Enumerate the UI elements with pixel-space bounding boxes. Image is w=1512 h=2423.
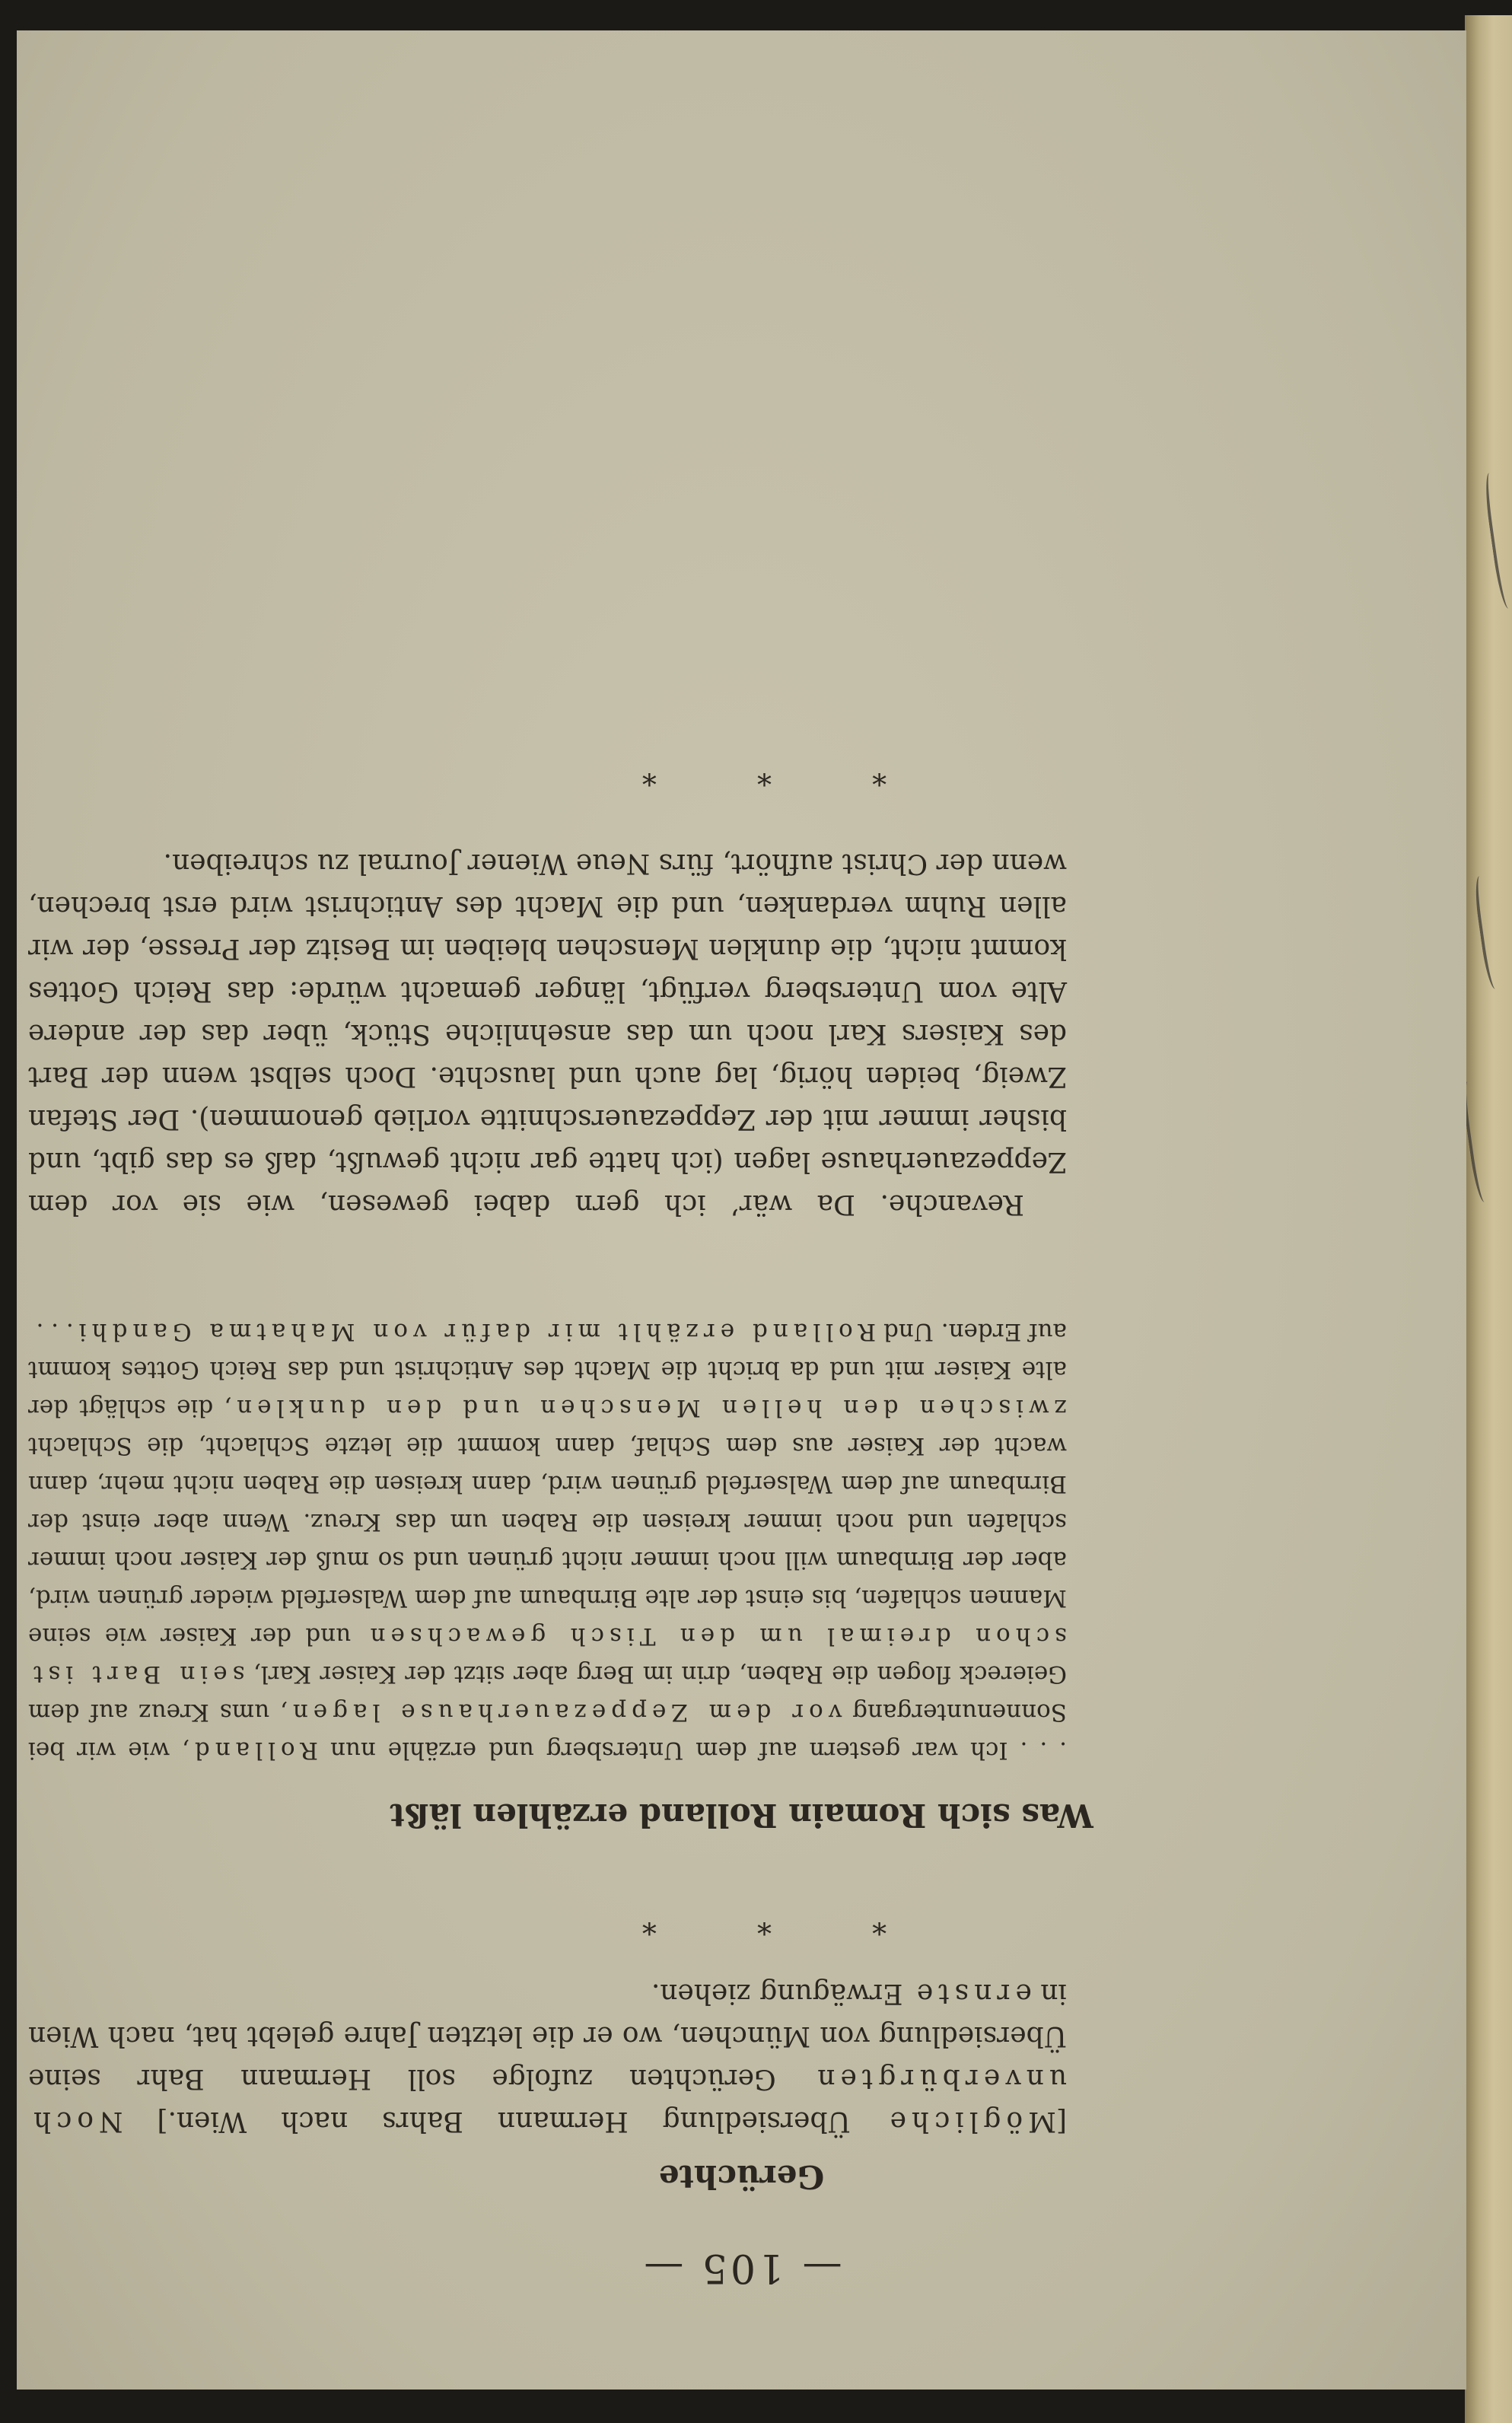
page-edge: [1465, 15, 1512, 2423]
section-separator-end: * * *: [596, 758, 887, 791]
paragraph-geruechte: [Mögliche Übersiedlung Hermann Bahrs nach Wien.] Noch unverbürgten Gerüchten zufolge soll Hermann Bahr seine Übersiedlung von München, wo er die letzten Jahre gelebt hat, nach Wien in ernste Erwägung ziehen.: [28, 1978, 1067, 2137]
section-separator: * * *: [596, 1907, 887, 1941]
section-title-rolland: Was sich Romain Rolland erzählen läßt: [390, 1797, 1093, 1834]
book-page: [17, 30, 1466, 2390]
paragraph-rolland-quote: . . . Ich war gestern auf dem Untersberg und erzähle nun Rolland, wie wir bei Sonnenuntergang vor dem Zeppezauerhause lagen, ums Kreuz auf dem Geiereck flogen die Raben, drin im Berg aber sitzt der Kaiser Karl, sein Bart ist schon dreimal um den Tisch gewachsen und der Kaiser wie seine Mannen schlafen, bis einst der alte Birnbaum auf dem Walserfeld wieder grünen wird, aber der Birnbaum will noch immer nicht grünen und so muß der Kaiser noch immer schlafen und noch immer kreisen die Raben um das Kreuz. Wenn aber einst der Birnbaum auf dem Walserfeld grünen wird, dann kreisen die Raben nicht mehr, dann wacht der Kaiser aus dem Schlaf, dann kommt die letzte Schlacht, die Schlacht zwischen den hellen Menschen und den dunklen, die schlägt der alte Kaiser mit und da bricht die Macht des Antichrist und das Reich Gottes kommt auf Erden. Und Rolland erzählt mir dafür von Mahatma Gandhi. . .: [27, 1318, 1067, 1764]
paragraph-commentary: Revanche. Da wär’ ich gern dabei gewesen, wie sie vor dem Zeppezauerhause lagen (ich hatte gar nicht gewußt, daß es das gibt, und bisher immer mit der Zeppezauerschnitte vorlieb genommen). Der Stefan Zweig, beiden hörig, lag auch und lauschte. Doch selbst wenn der Bart des Kaisers Karl noch um das ansehnliche Stück, über das der andere Alte vom Untersberg verfügt, länger gemacht würde: das Reich Gottes kommt nicht, die dunklen Menschen bleiben im Besitz der Presse, der wir allen Ruhm verdanken, und die Macht des Antichrist wird erst brechen, wenn der Christ aufhört, fürs Neue Wiener Journal zu schreiben.: [28, 848, 1067, 1220]
page-number: — 105 —: [641, 2245, 842, 2291]
page-content-rotated: [17, 30, 1466, 2390]
section-title-geruechte: Gerüchte: [658, 2158, 825, 2195]
